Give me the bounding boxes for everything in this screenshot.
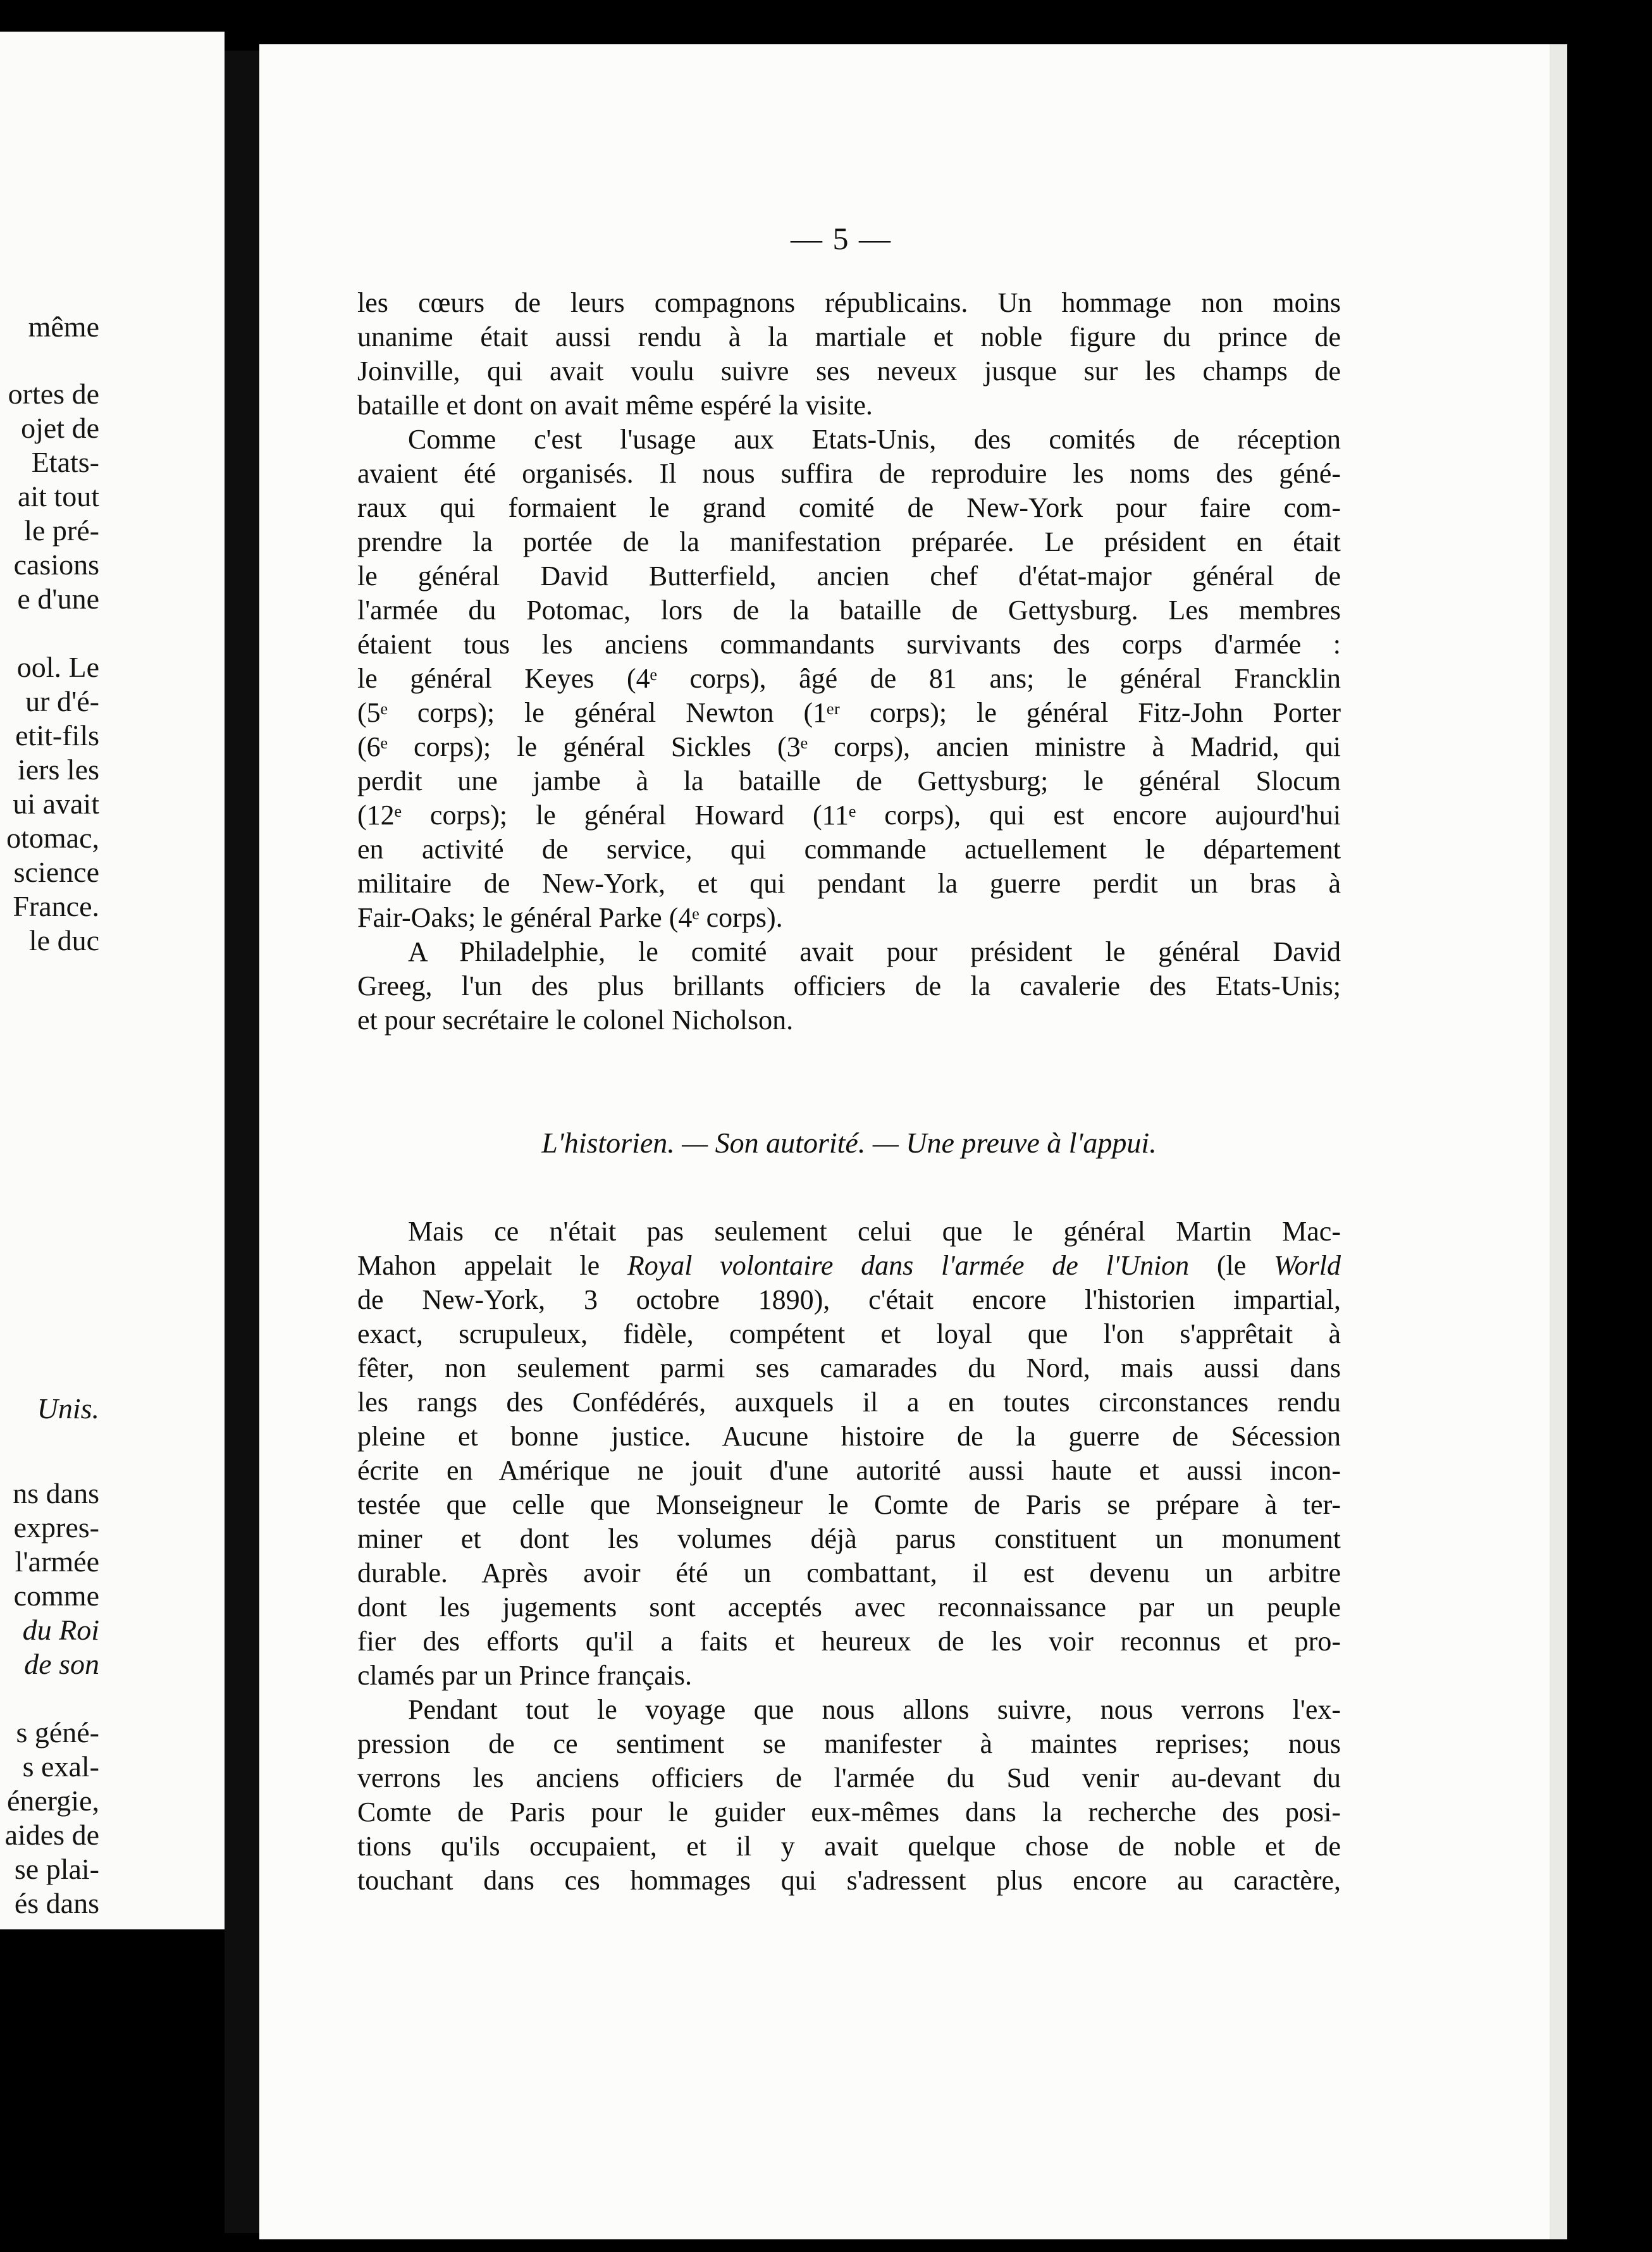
body-line: durable. Après avoir été un combattant, il est devenu un arbitre [357, 1557, 1341, 1588]
body-line: étaient tous les anciens commandants survivants des corps d'armée : [357, 629, 1341, 660]
left-fragment: même [28, 311, 99, 343]
body-line: de New-York, 3 octobre 1890), c'était encore l'historien impartial, [357, 1284, 1341, 1315]
body-line: Comme c'est l'usage aux Etats-Unis, des comités de réception [408, 424, 1341, 455]
left-fragment: science [13, 856, 99, 888]
body-line: tions qu'ils occupaient, et il y avait quelque chose de noble et de [357, 1831, 1341, 1862]
body-line: dont les jugements sont acceptés avec reconnaissance par un peuple [357, 1592, 1341, 1623]
left-fragment: iers les [17, 753, 99, 786]
left-fragment: ui avait [13, 788, 99, 820]
left-fragment: ait tout [17, 480, 99, 512]
body-line: en activité de service, qui commande actuellement le département [357, 834, 1341, 865]
body-line: testée que celle que Monseigneur le Comte de Paris se prépare à ter- [357, 1489, 1341, 1520]
left-fragment: s géné- [16, 1716, 99, 1748]
left-fragment: ur d'é- [25, 685, 99, 717]
body-line: Comte de Paris pour le guider eux-mêmes dans la recherche des posi- [357, 1797, 1341, 1828]
left-fragment: s exal- [22, 1750, 99, 1783]
body-line: verrons les anciens officiers de l'armée du Sud venir au-devant du [357, 1762, 1341, 1793]
body-line: l'armée du Potomac, lors de la bataille de Gettysburg. Les membres [357, 595, 1341, 626]
left-fragment: ool. Le [16, 651, 99, 683]
left-fragment: expres- [13, 1511, 99, 1544]
binding-gutter [225, 51, 259, 2233]
body-line: les rangs des Confédérés, auxquels il a en toutes circonstances rendu [357, 1387, 1341, 1418]
body-line: unanime était aussi rendu à la martiale et noble figure du prince de [357, 321, 1341, 352]
left-fragment: casions [13, 548, 99, 581]
left-fragment: aides de [4, 1819, 99, 1851]
body-line: bataille et dont on avait même espéré la visite. [357, 390, 873, 421]
body-line: Greeg, l'un des plus brillants officiers de la cavalerie des Etats-Unis; [357, 970, 1341, 1001]
left-fragment: l'armée [15, 1545, 99, 1578]
body-line: Mahon appelait le Royal volontaire dans l'armée de l'Union (le World [357, 1250, 1341, 1281]
left-fragment: le pré- [24, 514, 99, 547]
left-fragment: de son [24, 1648, 99, 1680]
left-fragment: France. [13, 890, 99, 922]
left-fragment: énergie, [6, 1785, 99, 1817]
left-fragment: du Roi [22, 1614, 99, 1646]
body-line: les cœurs de leurs compagnons républicains. Un hommage non moins [357, 287, 1341, 318]
section-heading: L'historien. — Son autorité. — Une preuve à l'appui. [541, 1127, 1157, 1159]
body-line: raux qui formaient le grand comité de New-York pour faire com- [357, 492, 1341, 523]
body-line: Joinville, qui avait voulu suivre ses neveux jusque sur les champs de [357, 356, 1341, 387]
body-line: Pendant tout le voyage que nous allons suivre, nous verrons l'ex- [408, 1694, 1341, 1725]
body-line: clamés par un Prince français. [357, 1660, 692, 1691]
body-line: exact, scrupuleux, fidèle, compétent et loyal que l'on s'apprêtait à [357, 1318, 1341, 1349]
body-line: militaire de New-York, et qui pendant la guerre perdit un bras à [357, 868, 1341, 899]
body-line: miner et dont les volumes déjà parus constituent un monument [357, 1523, 1341, 1554]
body-line: Mais ce n'était pas seulement celui que le général Martin Mac- [408, 1216, 1341, 1247]
left-fragment: etit-fils [15, 719, 99, 752]
body-line: écrite en Amérique ne jouit d'une autorité aussi haute et aussi incon- [357, 1455, 1341, 1486]
page-number: — 5 — [791, 221, 892, 256]
body-line: pleine et bonne justice. Aucune histoire de la guerre de Sécession [357, 1421, 1341, 1452]
left-fragment: comme [13, 1580, 99, 1612]
body-line: A Philadelphie, le comité avait pour président le général David [408, 936, 1341, 967]
body-line: fier des efforts qu'il a faits et heureux de les voir reconnus et pro- [357, 1626, 1341, 1657]
left-fragment: otomac, [6, 822, 99, 854]
body-line: le général David Butterfield, ancien chef d'état-major général de [357, 560, 1341, 591]
body-line: (5ᵉ corps); le général Newton (1ᵉʳ corps); le général Fitz-John Porter [357, 697, 1341, 728]
left-fragment: Etats- [31, 446, 99, 478]
left-fragment: e d'une [17, 583, 99, 615]
body-line: Fair-Oaks; le général Parke (4ᵉ corps). [357, 902, 783, 933]
body-line: et pour secrétaire le colonel Nicholson. [357, 1005, 794, 1036]
body-line: (12ᵉ corps); le général Howard (11ᵉ corps), qui est encore aujourd'hui [357, 800, 1341, 831]
body-line: prendre la portée de la manifestation préparée. Le président en était [357, 526, 1341, 557]
body-line: (6ᵉ corps); le général Sickles (3ᵉ corps), ancien ministre à Madrid, qui [357, 731, 1341, 762]
left-fragment: ns dans [13, 1477, 99, 1509]
body-line: le général Keyes (4ᵉ corps), âgé de 81 ans; le général Francklin [357, 663, 1341, 694]
body-line: pression de ce sentiment se manifester à maintes reprises; nous [357, 1728, 1341, 1759]
body-line: touchant dans ces hommages qui s'adressent plus encore au caractère, [357, 1865, 1341, 1896]
left-fragment: ortes de [8, 378, 99, 410]
page-edge [1550, 44, 1567, 2239]
left-fragment: és dans [14, 1887, 99, 1919]
left-fragment: Unis. [37, 1392, 99, 1425]
left-fragment: ojet de [21, 412, 99, 444]
body-line: avaient été organisés. Il nous suffira de reproduire les noms des géné- [357, 458, 1341, 489]
left-fragment: se plai- [14, 1853, 99, 1885]
body-line: perdit une jambe à la bataille de Gettysburg; le général Slocum [357, 765, 1341, 796]
body-line: fêter, non seulement parmi ses camarades du Nord, mais aussi dans [357, 1352, 1341, 1383]
left-fragment: le duc [28, 924, 99, 956]
